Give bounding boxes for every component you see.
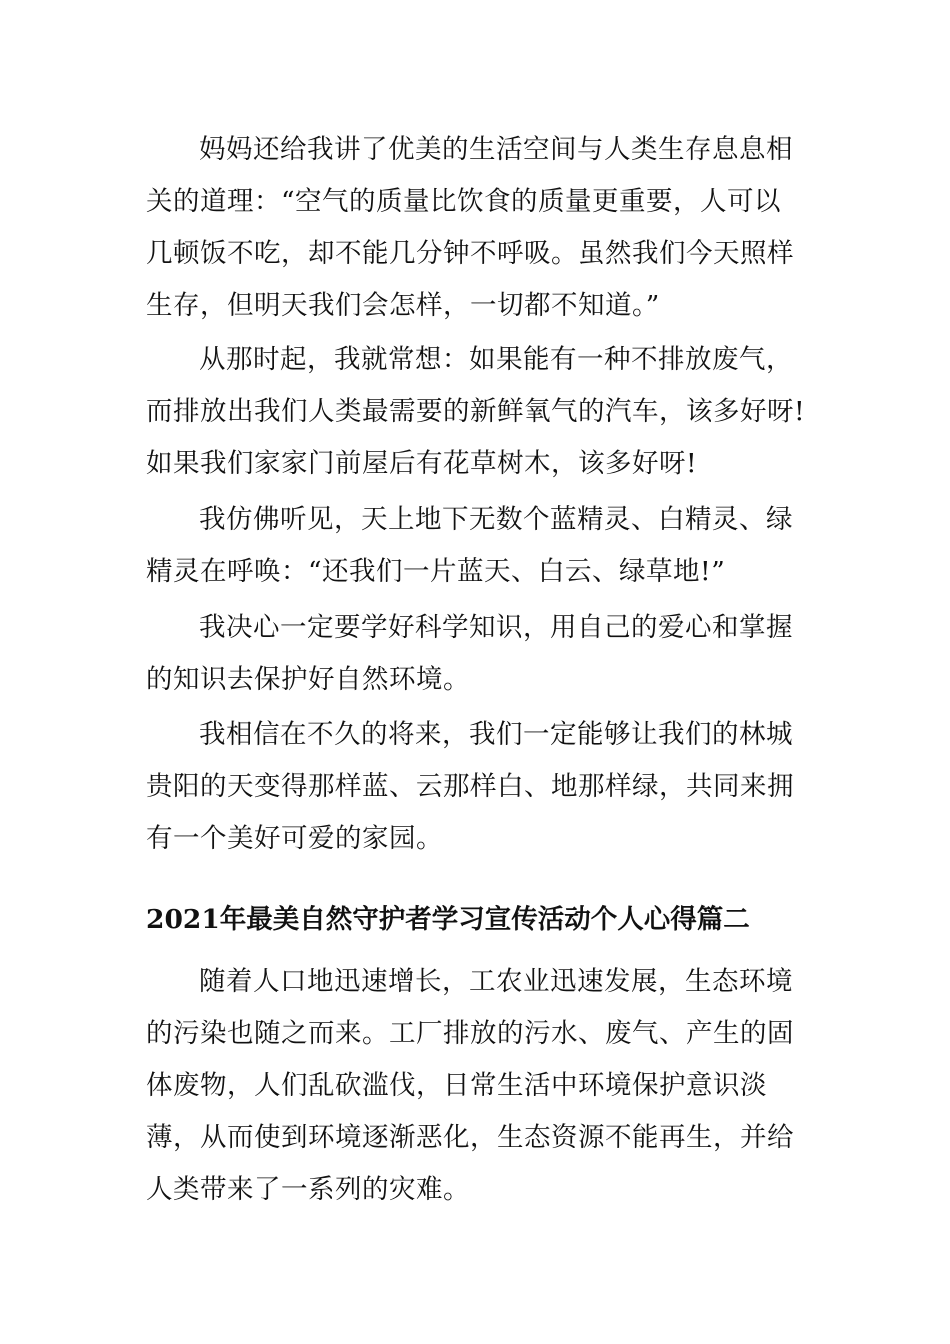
- paragraph-1: 妈妈还给我讲了优美的生活空间与人类生存息息相关的道理：“空气的质量比饮食的质量更重要，人可以几顿饭不吃，却不能几分钟不呼吸。虽然我们今天照样生存，但明天我们会怎样，一切都不知道。”: [146, 134, 794, 321]
- paragraph-6: 随着人口地迅速增长，工农业迅速发展，生态环境的污染也随之而来。工厂排放的污水、废气、产生的固体废物，人们乱砍滥伐，日常生活中环境保护意识淡薄，从而使到环境逐渐恶化，生态资源不能再生，并给人类带来了一系列的灾难。: [146, 966, 794, 1205]
- paragraph-2: 从那时起，我就常想：如果能有一种不排放废气，而排放出我们人类最需要的新鲜氧气的汽车，该多好呀!如果我们家家门前屋后有花草树木，该多好呀!: [146, 344, 806, 479]
- section-heading: 2021年最美自然守护者学习宣传活动个人心得篇二: [146, 904, 750, 935]
- paragraph-4: 我决心一定要学好科学知识，用自己的爱心和掌握的知识去保护好自然环境。: [146, 612, 793, 695]
- paragraph-3: 我仿佛听见，天上地下无数个蓝精灵、白精灵、绿精灵在呼唤：“还我们一片蓝天、白云、绿草地!”: [146, 504, 793, 587]
- paragraph-5: 我相信在不久的将来，我们一定能够让我们的林城贵阳的天变得那样蓝、云那样白、地那样绿，共同来拥有一个美好可爱的家园。: [146, 719, 794, 854]
